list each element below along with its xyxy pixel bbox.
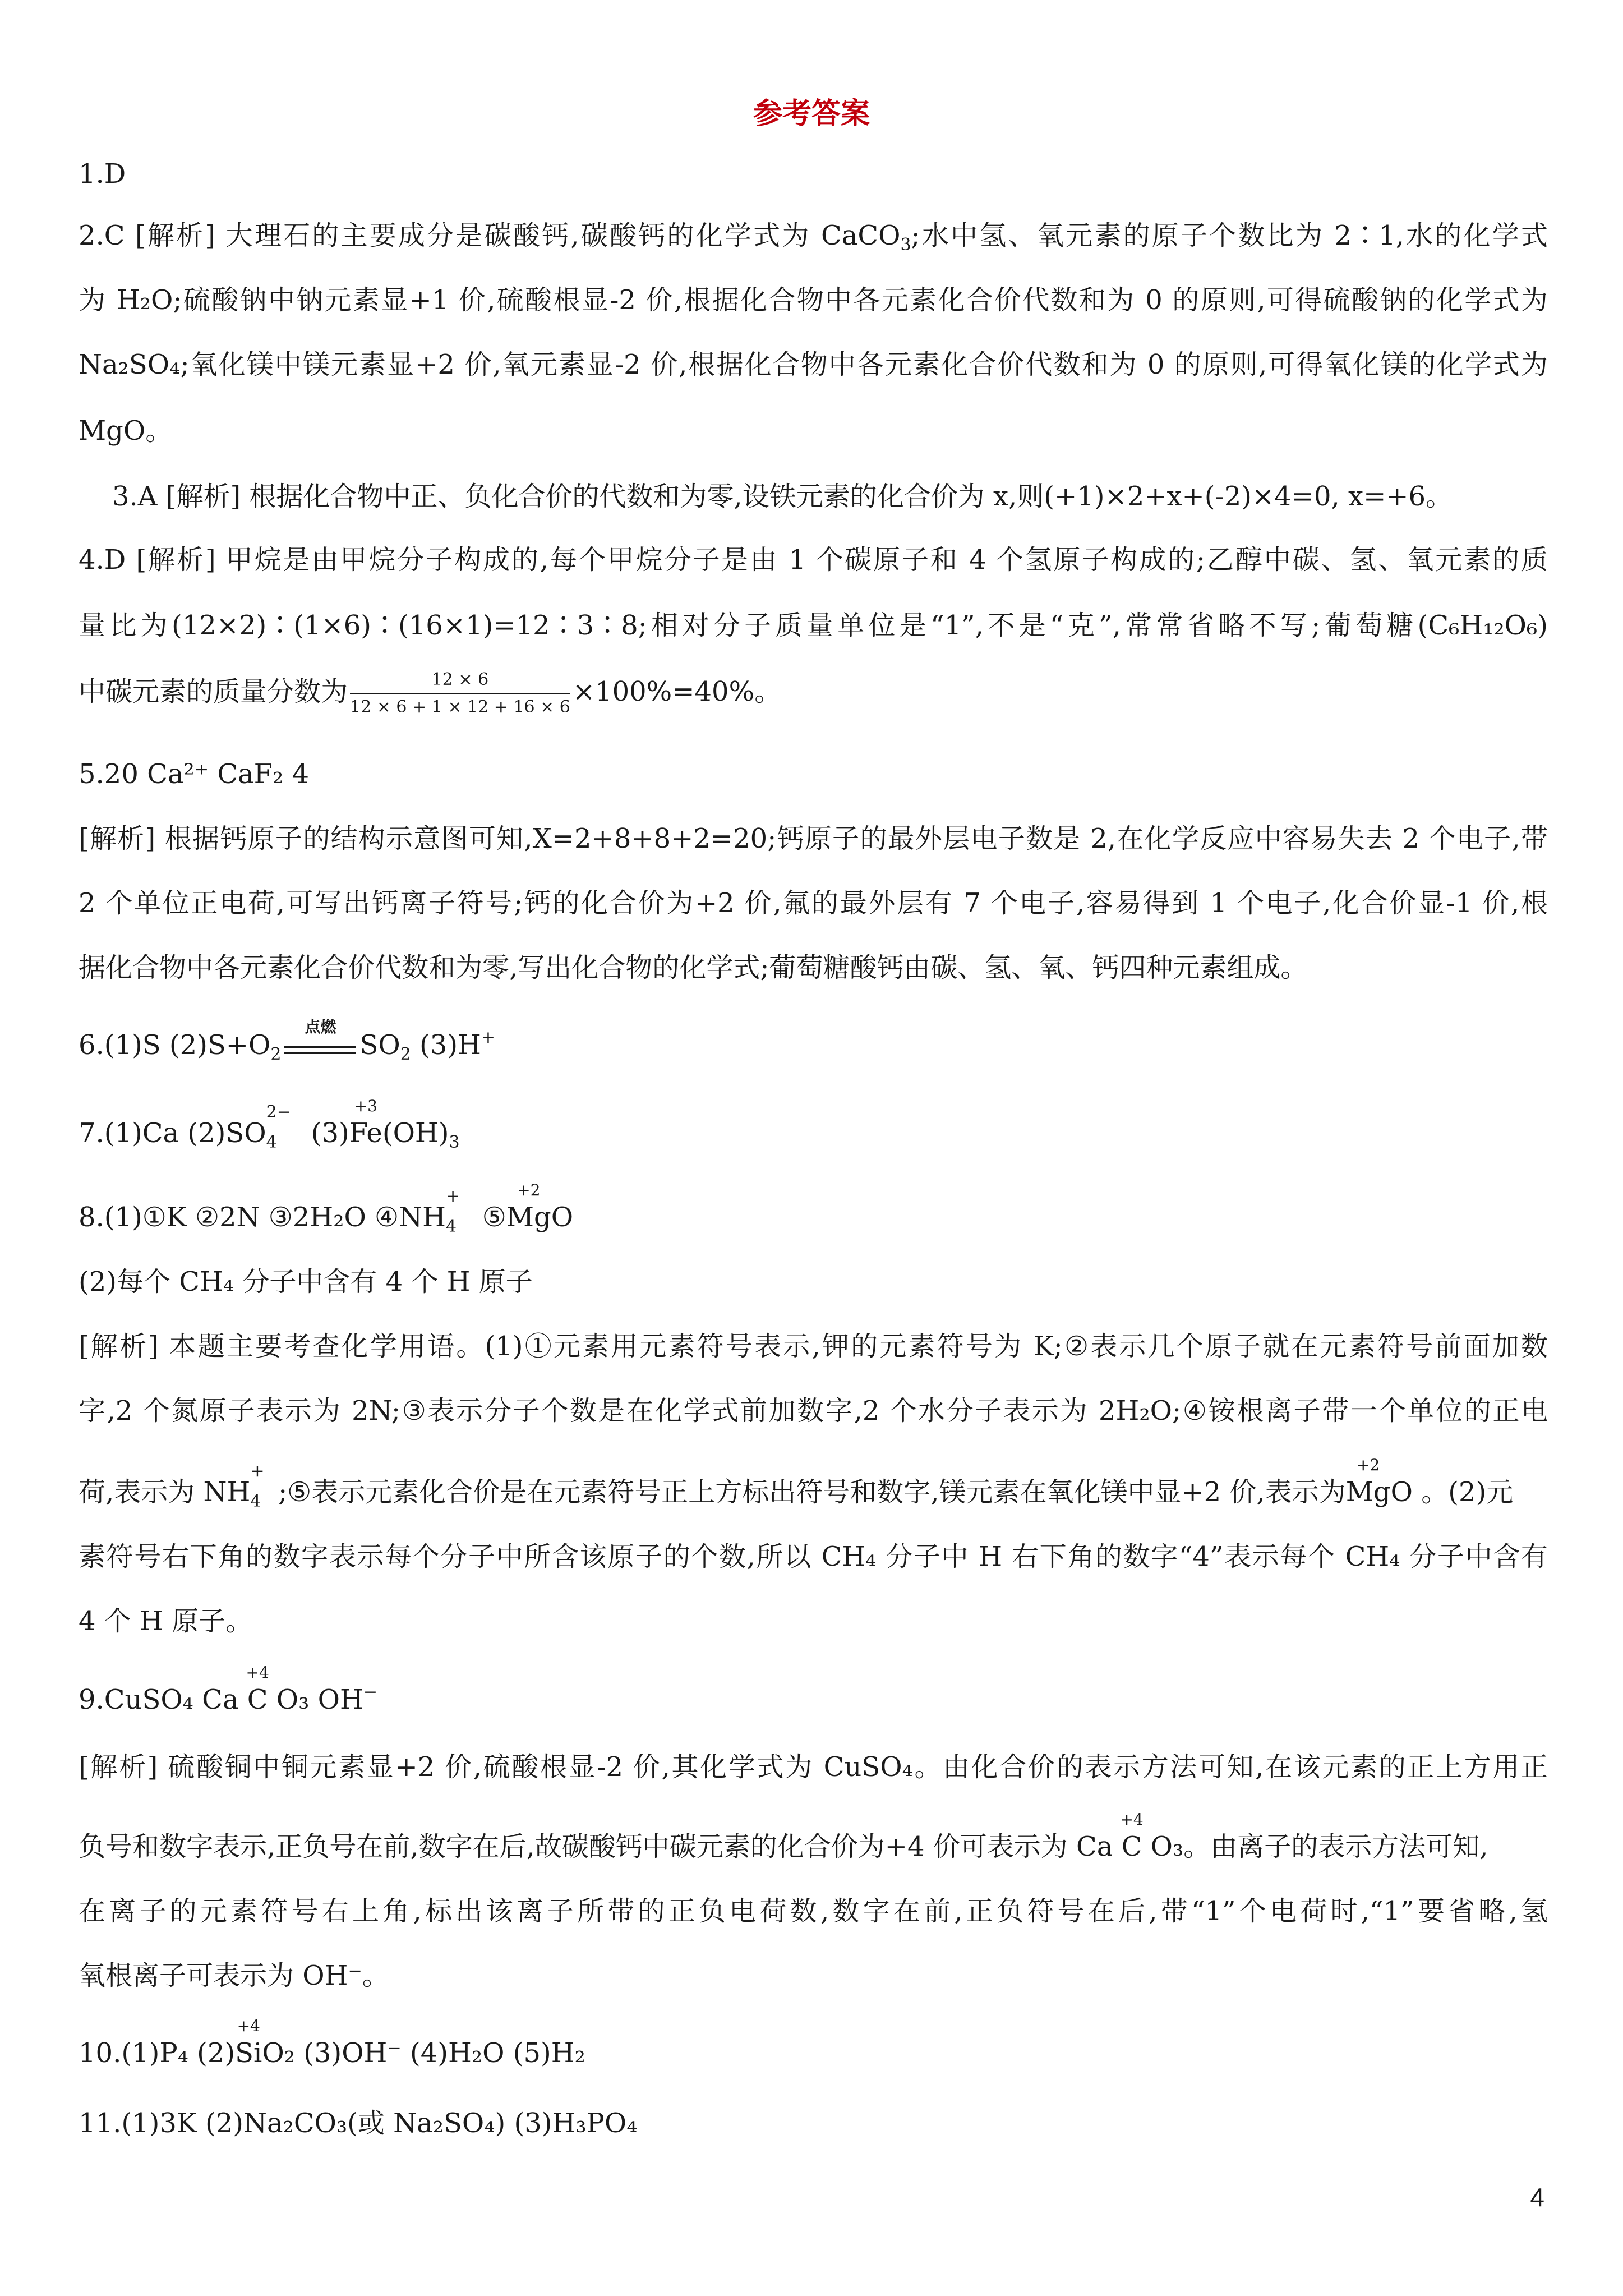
answer-9: 9.CuSO₄ Ca +4 C O₃ OH− (79, 1663, 377, 1715)
answer-4-line-1: 4.D [解析] 甲烷是由甲烷分子构成的,每个甲烷分子是由 1 个碳原子和 4 个氢原子构成的;乙醇中碳、氢、氧元素的质 (79, 544, 1548, 576)
answer-4-line-2: 量比为(12×2)∶(1×6)∶(16×1)=12∶3∶8;相对分子质量单位是“1”,不是“克”,常常省略不写;葡萄糖(C₆H₁₂O₆) (79, 610, 1548, 641)
answer-5-explain-3: 据化合物中各元素化合价代数和为零,写出化合物的化学式;葡萄糖酸钙由碳、氢、氧、钙四种元素组成。 (79, 952, 1308, 983)
answer-5: 5.20 Ca²⁺ CaF₂ 4 (79, 758, 309, 790)
answer-8-explain-5: 4 个 H 原子。 (79, 1605, 253, 1637)
answer-9-explain-4: 氧根离子可表示为 OH⁻。 (79, 1960, 389, 1991)
answer-1: 1.D (79, 158, 126, 190)
valence-c: +4 C (246, 1663, 269, 1715)
answer-9-explain-1: [解析] 硫酸铜中铜元素显+2 价,硫酸根显-2 价,其化学式为 CuSO₄。由化合价的表示方法可知,在该元素的正上方用正 (79, 1751, 1548, 1783)
page-title: 参考答案 (753, 97, 870, 131)
valence-fe: +3 Fe (349, 1097, 382, 1149)
answer-2-line-1: 2.C [解析] 大理石的主要成分是碳酸钙,碳酸钙的化学式为 CaCO$_3$;水中氢、氧元素的原子个数比为 2∶1,水的化学式 (79, 220, 1548, 255)
answer-9-explain-2: 负号和数字表示,正负号在前,数字在后,故碳酸钙中碳元素的化合价为+4 价可表示为 Ca +4 C O₃。由离子的表示方法可知, (79, 1810, 1488, 1862)
answer-8: 8.(1)①K ②2N ③2H₂O $④NH_4$ + ⑤ +2 MgO (79, 1181, 574, 1236)
answer-5-explain-1: [解析] 根据钙原子的结构示意图可知,X=2+8+8+2=20;钙原子的最外层电子数是 2,在化学反应中容易失去 2 个电子,带 (79, 823, 1548, 854)
answer-8-explain-3: 荷,表示为 $NH_4$ + ;⑤表示元素化合价是在元素符号正上方标出符号和数字,镁元素在氧化镁中显+2 价,表示为 +2 MgO 。(2)元 (79, 1456, 1514, 1511)
answer-8-explain-4: 素符号右下角的数字表示每个分子中所含该原子的个数,所以 CH₄ 分子中 H 右下角的数字“4”表示每个 CH₄ 分子中含有 (79, 1541, 1548, 1572)
answer-6: 6.(1)S $(2)S+O_2$ 点燃 $SO_2$ (3)H+ (79, 1017, 496, 1064)
mass-fraction-formula: $\frac{12 \times 6}{12 \times 6 + 1 \times 12 + 16 \times 6}$ (350, 670, 570, 717)
answer-8-part-2: (2)每个 CH₄ 分子中含有 4 个 H 原子 (79, 1266, 533, 1297)
answer-7: 7.(1)Ca $(2)SO_4$ 2− (3) +3 $Fe(OH)_3$ (79, 1097, 460, 1152)
answer-2-line-4: MgO。 (79, 415, 173, 447)
page-number: 4 (1530, 2183, 1544, 2212)
valence-mg: +2 Mg (506, 1181, 551, 1233)
valence-si: +4 Si (235, 2017, 262, 2069)
reaction-condition: 点燃 (281, 1036, 359, 1059)
answer-10: 10.(1)P₄ (2) +4 SiO₂ (3)OH⁻ (4)H₂O (5)H₂ (79, 2017, 585, 2069)
answer-2-line-3: Na₂SO₄;氧化镁中镁元素显+2 价,氧元素显-2 价,根据化合物中各元素化合价代数和为 0 的原则,可得氧化镁的化学式为 (79, 349, 1548, 380)
answer-3: 3.A [解析] 根据化合物中正、负化合价的代数和为零,设铁元素的化合价为 x,则(+1)×2+x+(-2)×4=0, x=+6。 (112, 481, 1453, 512)
answer-8-explain-1: [解析] 本题主要考查化学用语。(1)①元素用元素符号表示,钾的元素符号为 K;②表示几个原子就在元素符号前面加数 (79, 1331, 1548, 1362)
answer-4-line-3: 中碳元素的质量分数为 $\frac{12 \times 6}{12 \times 6 + 1 \times 12 + 16 \times 6}$ ×100%=40%。 (79, 670, 782, 717)
answer-8-explain-2: 字,2 个氮原子表示为 2N;③表示分子个数是在化学式前加数字,2 个水分子表示为 2H₂O;④铵根离子带一个单位的正电 (79, 1395, 1548, 1427)
answer-9-explain-3: 在离子的元素符号右上角,标出该离子所带的正负电荷数,数字在前,正负符号在后,带“1”个电荷时,“1”要省略,氢 (79, 1895, 1548, 1927)
answer-2-line-2: 为 H₂O;硫酸钠中钠元素显+1 价,硫酸根显-2 价,根据化合物中各元素化合价代数和为 0 的原则,可得硫酸钠的化学式为 (79, 284, 1548, 316)
answer-11: 11.(1)3K (2)Na₂CO₃(或 Na₂SO₄) (3)H₃PO₄ (79, 2108, 638, 2139)
answer-5-explain-2: 2 个单位正电荷,可写出钙离子符号;钙的化合价为+2 价,氟的最外层有 7 个电子,容易得到 1 个电子,化合价显-1 价,根 (79, 887, 1548, 919)
